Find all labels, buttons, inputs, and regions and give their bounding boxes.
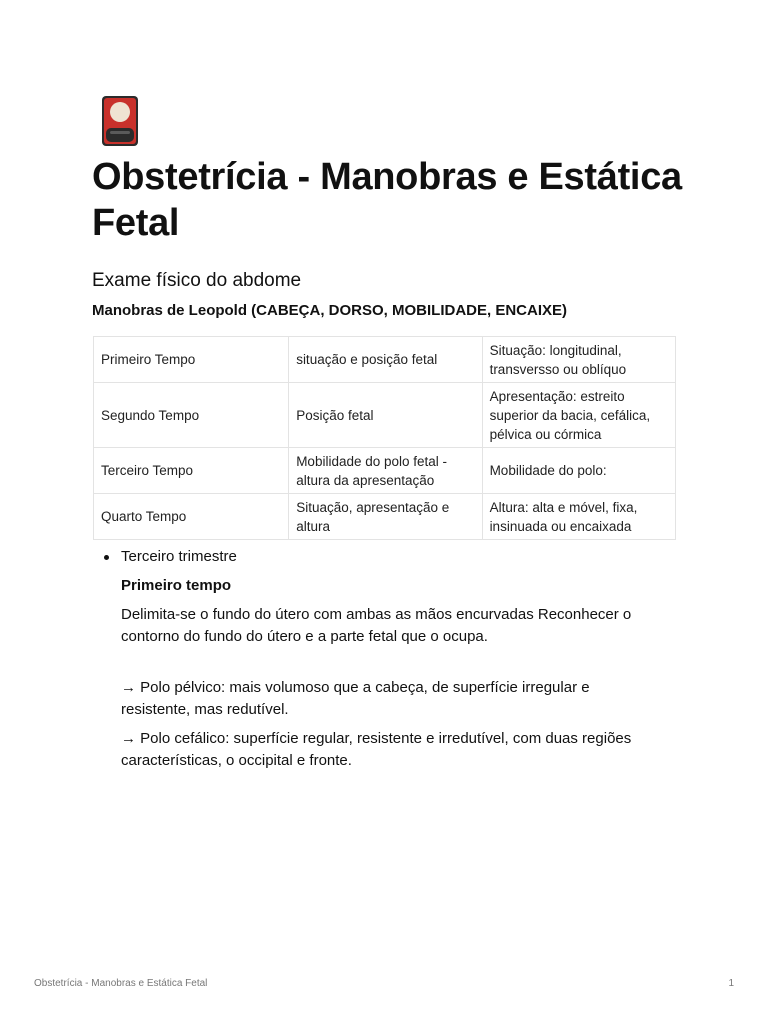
- section-heading: Exame físico do abdome: [92, 270, 302, 291]
- bullet-dot-icon: [104, 555, 109, 560]
- table-cell: Altura: alta e móvel, fixa, insinuada ou encaixada: [482, 494, 675, 540]
- table-cell: Situação: longitudinal, transversso ou oblíquo: [482, 337, 675, 383]
- page-title: Obstetrícia - Manobras e Estática Fetal: [92, 156, 682, 244]
- page-number: 1: [728, 978, 734, 989]
- paragraph: → Polo cefálico: superfície regular, resistente e irredutível, com duas regiões características, o occipital e fronte.: [121, 730, 632, 769]
- table-cell: Mobilidade do polo:: [482, 448, 675, 494]
- table-cell: situação e posição fetal: [289, 337, 482, 383]
- paragraph: Delimita-se o fundo do útero com ambas as mãos encurvadas Reconhecer o contorno do fundo do útero e a parte fetal que o ocupa.: [121, 606, 632, 645]
- leopold-maneuvers-table: [93, 336, 676, 540]
- table-cell: Posição fetal: [289, 383, 482, 448]
- table-cell: Terceiro Tempo: [94, 448, 289, 494]
- reading-book-icon: [101, 95, 139, 147]
- table-cell: Segundo Tempo: [94, 383, 289, 448]
- table-row: [94, 494, 676, 540]
- table-cell: Quarto Tempo: [94, 494, 289, 540]
- table-cell: Primeiro Tempo: [94, 337, 289, 383]
- table-row: [94, 448, 676, 494]
- sub-heading: Primeiro tempo: [121, 577, 232, 594]
- table-cell: Apresentação: estreito superior da bacia, cefálica, pélvica ou córmica: [482, 383, 675, 448]
- table-row: [94, 337, 676, 383]
- list-item-text: Terceiro trimestre: [121, 548, 237, 565]
- subsection-heading: Manobras de Leopold (CABEÇA, DORSO, MOBILIDADE, ENCAIXE): [92, 302, 568, 319]
- table-cell: Mobilidade do polo fetal - altura da apresentação: [289, 448, 482, 494]
- footer-title: Obstetrícia - Manobras e Estática Fetal: [34, 978, 208, 989]
- table-cell: Situação, apresentação e altura: [289, 494, 482, 540]
- paragraph: → Polo pélvico: mais volumoso que a cabeça, de superfície irregular e resistente, mas redutível.: [121, 679, 590, 718]
- table-row: [94, 383, 676, 448]
